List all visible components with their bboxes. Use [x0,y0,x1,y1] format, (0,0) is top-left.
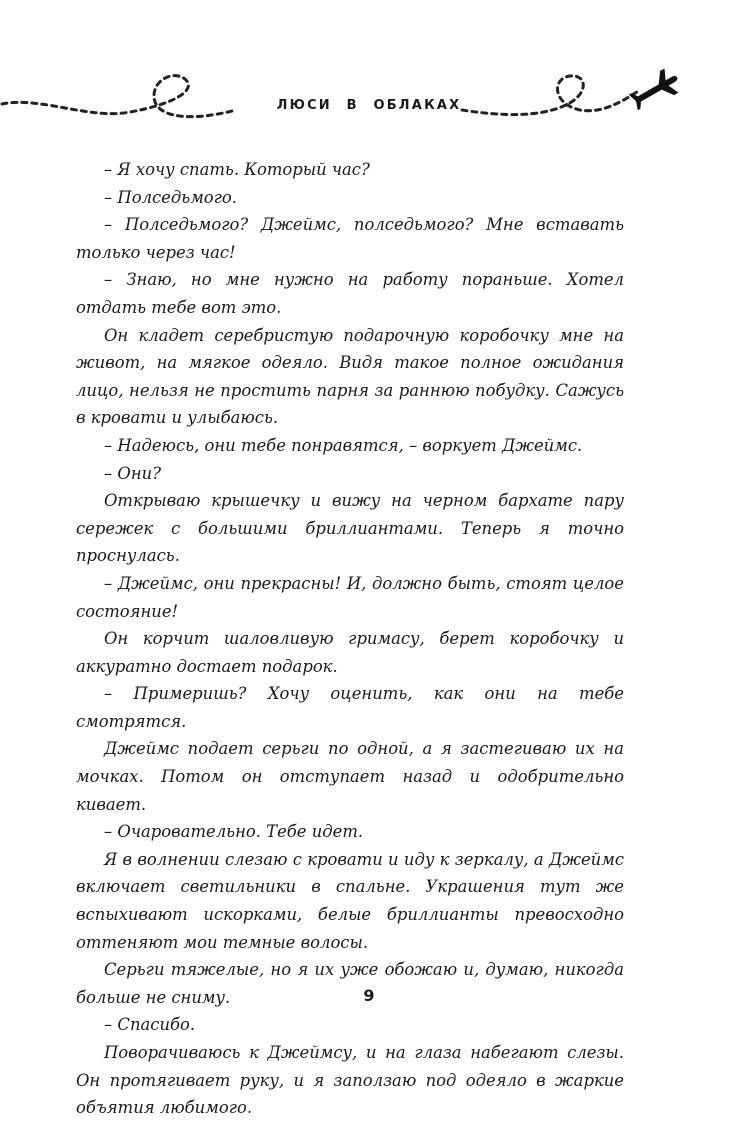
paragraph: – Примеришь? Хочу оценить, как они на тебе смотрятся. [76,684,624,731]
paragraph: Он корчит шаловливую гримасу, берет коробочку и аккуратно достает подарок. [76,629,624,676]
paragraph: Серьги тяжелые, но я их уже обожаю и, думаю, никогда больше не сниму. [76,960,624,1007]
paragraph: Он кладет серебристую подарочную коробочку мне на живот, на мягкое одеяло. Видя такое полное ожидания лицо, нельзя не простить парня за раннюю побудку. Сажусь в кровати и улыбаюсь. [76,325,624,428]
paragraph: Джеймс подает серьги по одной, а я застегиваю их на мочках. Потом он отступает назад и одобрительно кивает. [76,739,624,814]
paragraph: – Спасибо. [104,1015,196,1035]
page-number: 9 [363,986,375,1005]
paragraph: – Знаю, но мне нужно на работу пораньше. Хотел отдать тебе вот это. [76,270,624,317]
paragraph: Я в волнении слезаю с кровати и иду к зеркалу, а Джеймс включает светильники в спальне. Украшения тут же вспыхивают искорками, белые бриллианты превосходно оттеняют мои темные волосы. [76,849,624,952]
paragraph: – Полседьмого. [104,187,238,207]
running-title: ЛЮСИ В ОБЛАКАХ [276,98,462,113]
paragraph: – Полседьмого? Джеймс, полседьмого? Мне вставать только через час! [76,215,624,262]
paragraph: – Они? [104,463,161,483]
paragraph: – Я хочу спать. Который час? [104,160,370,179]
paragraph: – Очаровательно. Тебе идет. [104,822,364,842]
paragraph: Открываю крышечку и вижу на черном бархате пару сережек с большими бриллиантами. Теперь я точно проснулась. [76,491,624,566]
paragraph: – Джеймс, они прекрасны! И, должно быть, стоят целое состояние! [76,573,624,621]
paragraph: Поворачиваюсь к Джеймсу, и на глаза набегают слезы. Он протягивает руку, и я заползаю под одеяло в жаркие объятия любимого. [76,1043,624,1118]
body-text [76,156,624,1122]
paragraph: – Надеюсь, они тебе понравятся, – воркует Джеймс. [104,435,583,455]
